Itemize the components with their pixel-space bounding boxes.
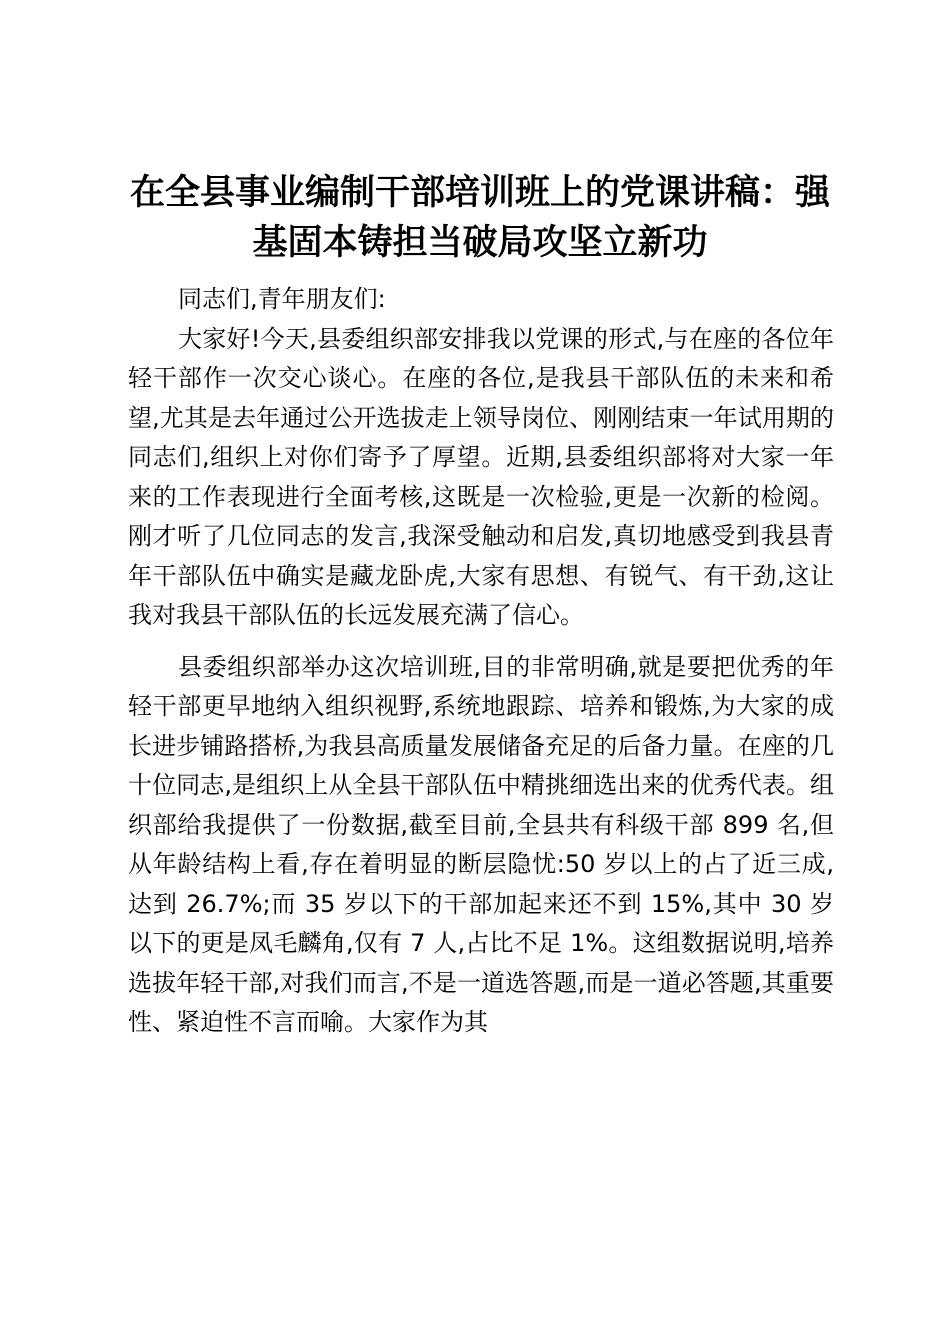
- document-body: [128, 280, 834, 1043]
- greeting-paragraph: 同志们,青年朋友们:: [178, 285, 386, 313]
- document-title: 在全县事业编制干部培训班上的党课讲稿：强基固本铸担当破局攻坚立新功: [129, 173, 830, 263]
- body-paragraph-2: 县委组织部举办这次培训班,目的非常明确,就是要把优秀的年轻干部更早地纳入组织视野,系统地跟踪、培养和锻炼,为大家的成长进步铺路搭桥,为我县高质量发展储备充足的后备力量。在座的几十位同志,是组织上从全县干部队伍中精挑细选出来的优秀代表。组织部给我提供了一份数据,截至目前,全县共有科级干部 899 名,但从年龄结构上看,存在着明显的断层隐忧:50 岁以上的占了近三成,达到 26.7%;而 35 岁以下的干部加起来还不到 15%,其中 30 岁以下的更是凤毛麟角,仅有 7 人,占比不足 1%。这组数据说明,培养选拔年轻干部,对我们而言,不是一道选答题,而是一道必答题,其重要性、紧迫性不言而喻。大家作为其: [128, 652, 834, 1036]
- body-paragraph-1: 大家好!今天,县委组织部安排我以党课的形式,与在座的各位年轻干部作一次交心谈心。在座的各位,是我县干部队伍的未来和希望,尤其是去年通过公开选拔走上领导岗位、刚刚结束一年试用期的同志们,组织上对你们寄予了厚望。近期,县委组织部将对大家一年来的工作表现进行全面考核,这既是一次检验,更是一次新的检阅。刚才听了几位同志的发言,我深受触动和启发,真切地感受到我县青年干部队伍中确实是藏龙卧虎,大家有思想、有锐气、有干劲,这让我对我县干部队伍的长远发展充满了信心。: [128, 324, 834, 629]
